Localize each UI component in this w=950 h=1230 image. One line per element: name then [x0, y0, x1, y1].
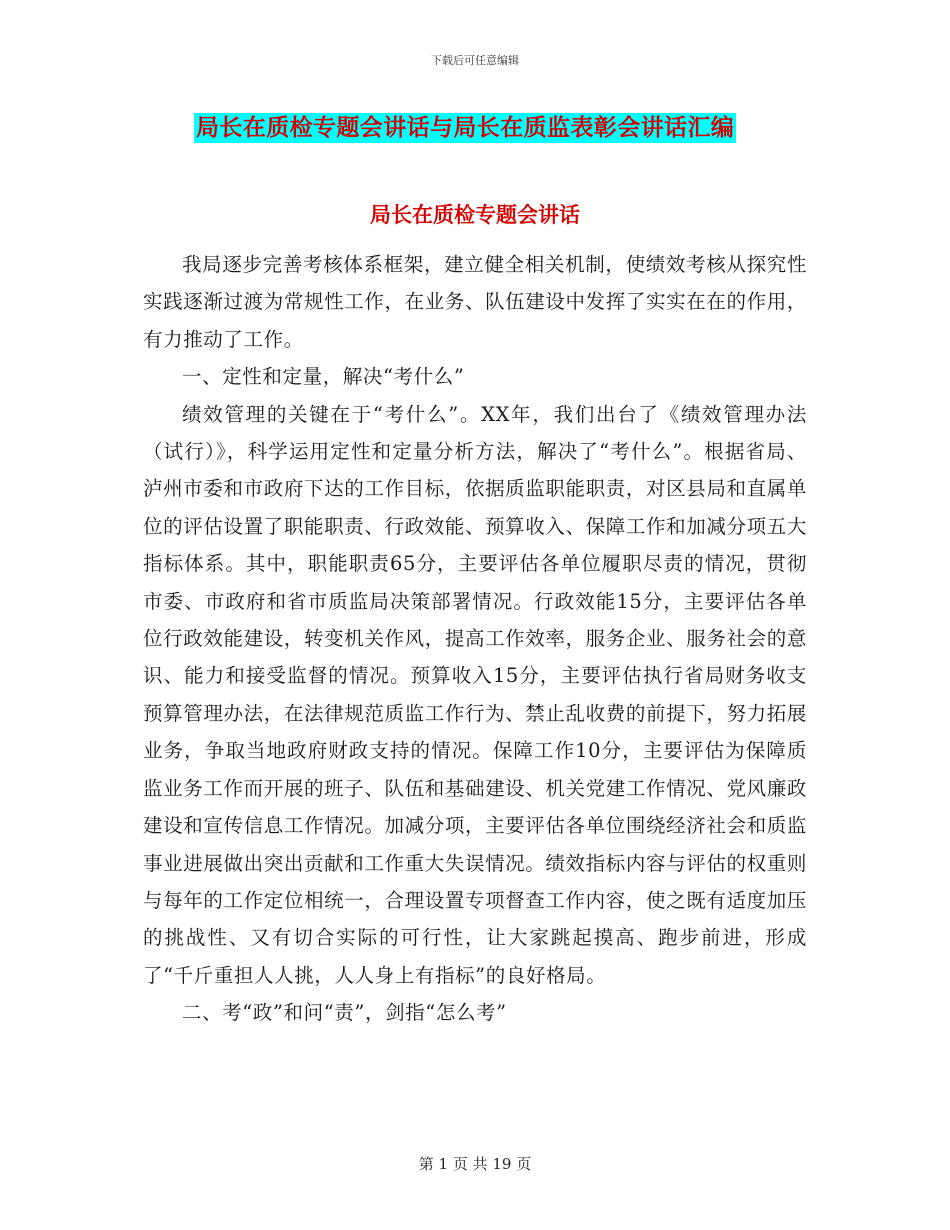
page-header-note: 下载后可任意编辑	[431, 54, 519, 67]
paragraph-intro: 我局逐步完善考核体系框架，建立健全相关机制，使绩效考核从探究性实践逐渐过渡为常规性工作，在业务、队伍建设中发挥了实实在在的作用，有力推动了工作。	[143, 253, 807, 351]
heading-part-two: 二、考“政”和问“责”，剑指“怎么考”	[182, 1001, 507, 1025]
heading-part-one: 一、定性和定量，解决“考什么”	[182, 365, 465, 389]
paragraph-part-one: 绩效管理的关键在于“考什么”。XX年，我们出台了《绩效管理办法（试行）》，科学运用定性和定量分析方法，解决了“考什么”。根据省局、泸州市委和市政府下达的工作目标，依据质监职能职责，对区县局和直属单位的评估设置了职能职责、行政效能、预算收入、保障工作和加减分项五大指标体系。其中，职能职责65分，主要评估各单位履职尽责的情况，贯彻市委、市政府和省市质监局决策部署情况。行政效能15分，主要评估各单位行政效能建设，转变机关作风，提高工作效率，服务企业、服务社会的意识、能力和接受监督的情况。预算收入15分，主要评估执行省局财务收支预算管理办法，在法律规范质监工作行为、禁止乱收费的前提下，努力拓展业务，争取当地政府财政支持的情况。保障工作10分，主要评估为保障质监业务工作而开展的班子、队伍和基础建设、机关党建工作情况、党风廉政建设和宣传信息工作情况。加减分项，主要评估各单位围绕经济社会和质监事业进展做出突出贡献和工作重大失误情况。绩效指标内容与评估的权重则与每年的工作定位相统一，合理设置专项督查工作内容，使之既有适度加压的挑战性、又有切合实际的可行性，让大家跳起摸高、跑步前进，形成了“千斤重担人人挑，人人身上有指标”的良好格局。	[143, 402, 807, 987]
page-footer-indicator: 第 1 页 共 19 页	[418, 1155, 532, 1173]
section-title: 局长在质检专题会讲话	[370, 203, 580, 227]
document-body	[143, 246, 807, 1032]
document-main-title: 局长在质检专题会讲话与局长在质监表彰会讲话汇编	[196, 115, 735, 141]
